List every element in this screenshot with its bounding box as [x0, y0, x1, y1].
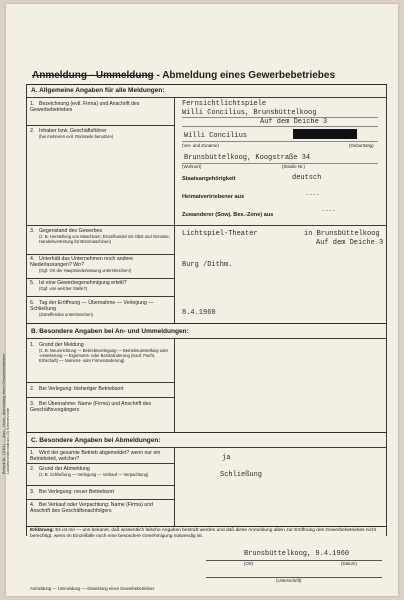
frame-top — [26, 84, 386, 85]
rule-declaration — [26, 526, 386, 527]
permit-value: Burg /Dithm. — [182, 261, 233, 269]
a-item-5: 5. Ist eine Gewerbegenehmigung erteilt? (Ggf. von welcher Stelle?) — [30, 280, 127, 292]
caption-date: (Datum) — [341, 561, 357, 566]
rule-c3 — [26, 499, 174, 500]
rule-a3 — [26, 225, 386, 226]
rule-a — [26, 97, 386, 98]
section-b-heading: B. Besondere Angaben bei An- und Ummeldungen: — [31, 328, 189, 335]
rule-c-top — [26, 432, 386, 433]
rule-b1 — [26, 382, 174, 383]
caption-name: (Vor- und Zuname) — [182, 143, 219, 148]
c-item-2: 2. Grund der Abmeldung (z. B. Schließung — Verlegung — Verkauf — Verpachtung) — [30, 466, 149, 478]
frame-left — [26, 84, 27, 536]
rule-a5 — [26, 278, 174, 279]
side-print: Bestell-Nr. 19/831 — Anm., Umm., Abmeldung eines Gewerbebetriebes Landesmeldevordruck (II) Bremervörde — [2, 353, 10, 474]
title-struck: Anmeldung - Ummeldung — [32, 70, 154, 81]
residence-value: Brunsbüttelkoog, Koogstraße 34 — [184, 154, 311, 162]
caption-place: (Ort) — [244, 561, 254, 566]
frame-right — [386, 84, 387, 536]
rule-b — [26, 338, 386, 339]
c-item-4: 4. Bei Verkauf oder Verpachtung: Name (Firma) und Anschrift des Geschäftsnachfolgers — [30, 502, 153, 515]
c-reason-value: Schließung — [220, 471, 263, 479]
a-item-6: 6. Tag der Eröffnung — Übernahme — Verlegung — Schließung (Zutreffendes unterstreichen) — [30, 300, 154, 318]
b-item-3: 3. Bei Übernahme: Name (Firma) und Anschrift des Geschäftsvorgängers — [30, 401, 152, 414]
rule-c — [26, 447, 386, 448]
nationality-value: deutsch — [292, 174, 322, 182]
firm-line-2: Willi Concilius, Brunsbüttelkoog — [182, 109, 317, 117]
rule-c1 — [26, 463, 174, 464]
caption-street: (Straße Nr.) — [282, 164, 305, 169]
title-rest: - Abmeldung eines Gewerbebetriebes — [153, 70, 336, 81]
declaration: Erklärung: Es ist mir — uns bekannt, daß wissentlich falsche Angaben bestraft werden und daß diese Anmeldung allein zur Eröffnung des Gewerbebetriebes nicht berechtigt, wenn im Einzelfalle noch eine besondere Genehmigung notwendig ist. — [30, 528, 377, 539]
date-value: 8.4.1960 — [182, 309, 216, 317]
footer-text: Anmeldung — Ummeldung — Abmeldung eines Gewerbebetriebes — [30, 586, 155, 591]
firm-underline-2 — [182, 126, 378, 127]
a-item-3: 3. Gegenstand des Gewerbes (z. B. Herstellung von Maschinen; Einzelhandel mit Obst und Gemüse; Handelsvertretung für Büromaschinen) — [30, 228, 170, 245]
rule-a1 — [26, 125, 174, 126]
rule-a4 — [26, 254, 174, 255]
c-whole-value: ja — [222, 454, 231, 462]
a-item-1: 1. Bezeichnung (evtl. Firma) und Anschrift des Gewerbebetriebes — [30, 101, 140, 114]
divider-b — [174, 338, 175, 432]
owner-name: Willi Concilius — [184, 132, 248, 140]
zone-label: Zuwanderer (Sowj. Bes.-Zone) aus — [182, 212, 274, 218]
firm-line-3: Auf dem Deiche 3 — [260, 118, 328, 126]
rule-b2 — [26, 397, 174, 398]
firm-line-1: Fernsichtlichtspiele — [182, 100, 267, 108]
redacted-birthdate — [293, 129, 357, 139]
caption-birth: (Geburtstag) — [349, 143, 374, 148]
expellee-label: Heimatvertriebener aus — [182, 194, 245, 200]
a-item-4: 4. Unterhält das Unternehmen noch andere Niederlassungen? Wo? (Ggf. Ort der Hauptniederlassung unterstreichen!) — [30, 256, 134, 274]
section-a-heading: A. Allgemeine Angaben für alle Meldungen: — [31, 87, 165, 94]
section-c-heading: C. Besondere Angaben bei Abmeldungen: — [31, 437, 161, 444]
c-item-3: 3. Bei Verlegung: neuer Betriebsort — [30, 489, 114, 495]
residence-underline — [182, 163, 378, 164]
c-item-1: 1. Wird der gesamte Betrieb abgemeldet? wenn nur ein Betriebsteil, welcher? — [30, 450, 161, 463]
branch-line-2: Auf dem Deiche 3 — [316, 239, 384, 247]
firm-underline-1 — [182, 117, 378, 118]
rule-b-top — [26, 323, 386, 324]
branch-line-1: in Brunsbüttelkoog — [304, 230, 380, 238]
caption-signature: (Unterschrift) — [276, 578, 302, 583]
divider-c — [174, 447, 175, 526]
caption-residence: (Wohnort) — [182, 164, 202, 169]
place-date-value: Brunsbüttelkoog, 9.4.1960 — [244, 550, 350, 558]
a-item-2: 2. Inhaber bzw. Geschäftsführer (bei mehreren evtl. Rückseite benutzen) — [30, 128, 114, 140]
b-item-2: 2. Bei Verlegung: bisheriger Betriebsort — [30, 386, 124, 392]
nationality-label: Staatsangehörigkeit — [182, 176, 236, 182]
trade-object: Lichtspiel-Theater — [182, 230, 258, 238]
rule-c2 — [26, 485, 174, 486]
rule-a6 — [26, 296, 174, 297]
form-page — [2, 4, 398, 596]
expellee-value: ---- — [306, 192, 321, 198]
zone-value: ---- — [322, 208, 337, 214]
b-item-1: 1. Grund der Meldung (z. B. Neuerrichtung — Betriebsverlegung — Betriebsumstellung oder -erweiterung — Eigentums- oder Besitzänderung (Kauf, Pacht, Erbschaft) — Namens- oder Firmenänderung) — [30, 342, 169, 364]
owner-underline — [182, 141, 378, 142]
divider-a — [174, 97, 175, 323]
form-title — [32, 70, 335, 81]
